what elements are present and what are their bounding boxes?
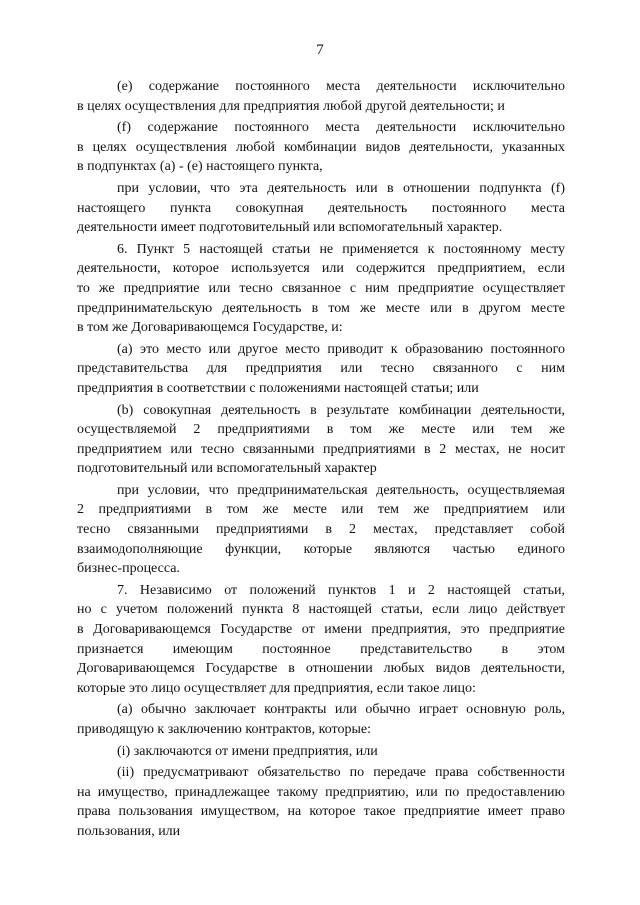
text-line: приводящую к заключению контрактов, которые: xyxy=(77,722,371,737)
text-line: осуществляемой 2 предприятиями в том же месте или тем же xyxy=(77,422,565,438)
text-line: деятельности имеет подготовительный или вспомогательный характер. xyxy=(77,220,503,236)
text-line: взаимодополняющие функции, которые являются частью единого xyxy=(77,541,565,557)
text-line: на имущество, принадлежащее такому предприятию, или по предоставлению xyxy=(77,784,565,800)
text-line: но с учетом положений пункта 8 настоящей статьи, если лицо действует xyxy=(77,602,565,618)
text-line: при условии, что эта деятельность или в отношении подпункта (f) xyxy=(117,180,565,196)
text-line: то же предприятие или тесно связанное с ним предприятие осуществляет xyxy=(77,280,565,296)
paragraph xyxy=(77,742,565,762)
page-number: 7 xyxy=(316,42,324,58)
text-line: (i) заключаются от имени предприятия, или xyxy=(117,743,378,759)
text-line: (e) содержание постоянного места деятельности исключительно xyxy=(117,79,565,94)
text-line: 2 предприятиями в том же месте или тем же предприятием или xyxy=(77,502,565,518)
text-line: в целях осуществления любой комбинации видов деятельности, указанных xyxy=(77,139,565,155)
paragraph xyxy=(77,240,565,338)
text-line: (b) совокупная деятельность в результате комбинации деятельности, xyxy=(117,402,565,418)
text-line: пользования, или xyxy=(77,823,181,839)
text-line: бизнес-процесса. xyxy=(77,561,180,577)
text-line: (а) обычно заключает контракты или обычно играет основную роль, xyxy=(117,702,565,718)
text-line: настоящего пункта совокупная деятельность постоянного места xyxy=(77,200,565,216)
text-line: предприятия в соответствии с положениями настоящей статьи; или xyxy=(77,380,479,396)
paragraph xyxy=(77,700,565,739)
paragraph xyxy=(77,340,565,399)
text-line: (f) содержание постоянного места деятельности исключительно xyxy=(117,120,565,136)
text-line: предприятием или тесно связанными предприятиями в 2 местах, не носит xyxy=(77,441,565,457)
text-line: деятельности, которое используется или содержится предприятием, если xyxy=(77,261,565,277)
text-line: 6. Пункт 5 настоящей статьи не применяется к постоянному месту xyxy=(117,241,565,257)
text-line: представительства для предприятия или тесно связанного с ним xyxy=(77,361,565,377)
text-line: права пользования имуществом, на которое такое предприятие имеет право xyxy=(77,804,565,820)
paragraph xyxy=(77,763,565,841)
paragraph xyxy=(77,118,565,177)
text-line: в подпунктах (а) - (е) настоящего пункта, xyxy=(77,159,323,175)
paragraph xyxy=(77,77,565,116)
text-line: при условии, что предпринимательская деятельность, осуществляемая xyxy=(117,482,565,498)
text-line: в Договаривающемся Государстве от имени предприятия, это предприятие xyxy=(77,622,565,638)
text-line: Договаривающемся Государстве в отношении любых видов деятельности, xyxy=(77,661,565,677)
paragraph xyxy=(77,401,565,479)
document-body xyxy=(77,77,565,844)
paragraph xyxy=(77,179,565,238)
text-line: тесно связанными предприятиями в 2 местах, представляет собой xyxy=(77,522,565,538)
text-line: подготовительный или вспомогательный характер xyxy=(77,461,377,477)
text-line: (а) это место или другое место приводит к образованию постоянного xyxy=(117,341,565,357)
text-line: которые это лицо осуществляет для предприятия, если такое лицо: xyxy=(77,680,476,696)
paragraph xyxy=(77,481,565,579)
text-line: в целях осуществления для предприятия любой другой деятельности; и xyxy=(77,98,505,114)
text-line: предпринимательскую деятельность в том же месте или в другом месте xyxy=(77,300,565,316)
text-line: (ii) предусматривают обязательство по передаче права собственности xyxy=(117,765,565,781)
text-line: 7. Независимо от положений пунктов 1 и 2 настоящей статьи, xyxy=(117,582,565,598)
text-line: признается имеющим постоянное представительство в этом xyxy=(77,641,565,657)
text-line: в том же Договаривающемся Государстве, и: xyxy=(77,320,343,336)
paragraph xyxy=(77,581,565,699)
